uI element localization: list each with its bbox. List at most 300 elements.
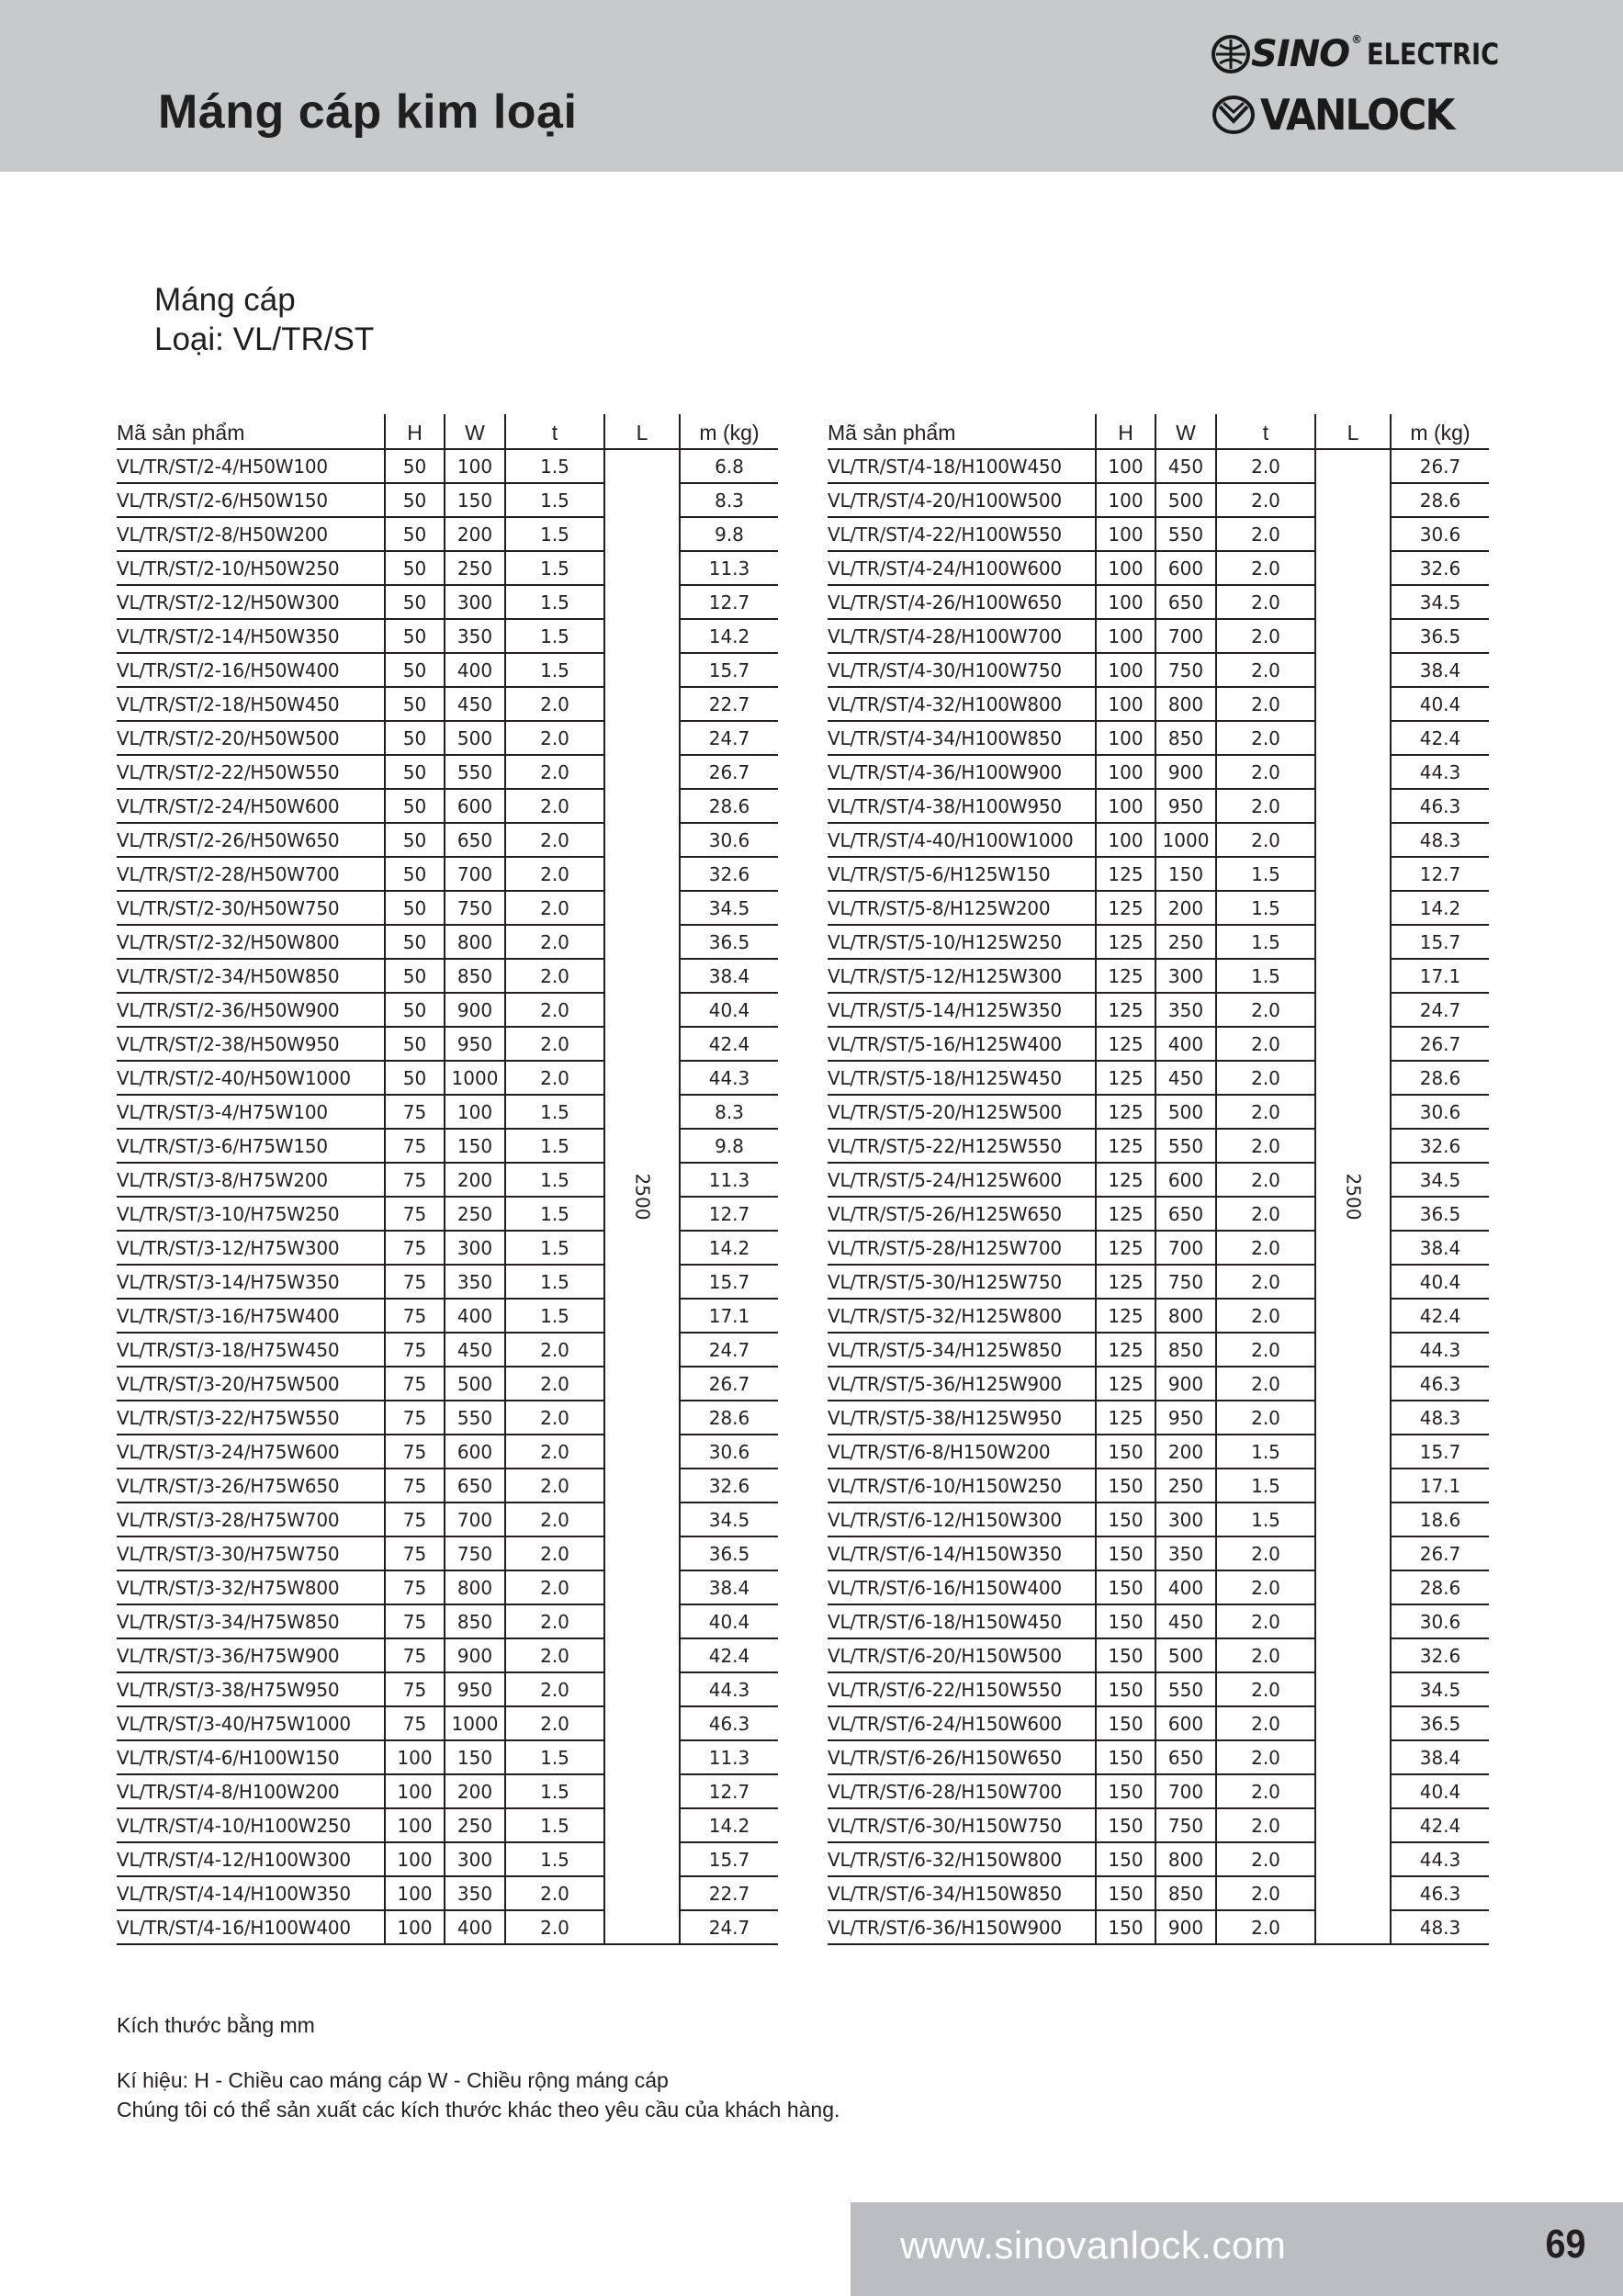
- cell-code: VL/TR/ST/3-14/H75W350: [117, 1265, 385, 1299]
- cell-t: 2.0: [1216, 1027, 1315, 1061]
- cell-t: 2.0: [505, 789, 604, 823]
- cell-w: 650: [1155, 585, 1216, 619]
- cell-h: 50: [385, 449, 445, 483]
- cell-w: 350: [445, 1876, 505, 1910]
- cell-code: VL/TR/ST/4-38/H100W950: [828, 789, 1096, 823]
- cell-t: 2.0: [505, 1876, 604, 1910]
- cell-w: 150: [445, 483, 505, 517]
- cell-h: 150: [1096, 1842, 1155, 1876]
- cell-t: 1.5: [505, 551, 604, 585]
- header-m: m (kg): [680, 414, 778, 449]
- cell-w: 850: [445, 959, 505, 993]
- cell-h: 150: [1096, 1740, 1155, 1774]
- cell-w: 100: [445, 1095, 505, 1129]
- cell-code: VL/TR/ST/3-8/H75W200: [117, 1163, 385, 1197]
- cell-t: 1.5: [1216, 959, 1315, 993]
- cell-m: 42.4: [680, 1638, 778, 1672]
- cell-h: 100: [1096, 789, 1155, 823]
- cell-code: VL/TR/ST/3-26/H75W650: [117, 1469, 385, 1503]
- cell-m: 28.6: [1391, 1061, 1489, 1095]
- cell-h: 150: [1096, 1706, 1155, 1740]
- cell-h: 50: [385, 653, 445, 687]
- cell-w: 400: [445, 653, 505, 687]
- cell-code: VL/TR/ST/4-10/H100W250: [117, 1808, 385, 1842]
- cell-m: 42.4: [1391, 1808, 1489, 1842]
- cell-t: 1.5: [505, 1774, 604, 1808]
- cell-t: 2.0: [1216, 483, 1315, 517]
- cell-w: 850: [445, 1604, 505, 1638]
- vanlock-emblem-icon: [1211, 94, 1257, 136]
- cell-code: VL/TR/ST/5-12/H125W300: [828, 959, 1096, 993]
- cell-h: 125: [1096, 891, 1155, 925]
- header-w: W: [445, 414, 505, 449]
- cell-m: 40.4: [1391, 1774, 1489, 1808]
- cell-h: 75: [385, 1536, 445, 1570]
- cell-code: VL/TR/ST/6-14/H150W350: [828, 1536, 1096, 1570]
- cell-w: 400: [1155, 1027, 1216, 1061]
- cell-h: 75: [385, 1469, 445, 1503]
- electric-wordmark: ELECTRIC: [1367, 37, 1500, 72]
- cell-h: 100: [1096, 755, 1155, 789]
- cell-t: 1.5: [1216, 891, 1315, 925]
- cell-w: 200: [1155, 1435, 1216, 1469]
- cell-m: 28.6: [1391, 483, 1489, 517]
- cell-m: 36.5: [1391, 619, 1489, 653]
- cell-code: VL/TR/ST/6-34/H150W850: [828, 1876, 1096, 1910]
- cell-code: VL/TR/ST/3-24/H75W600: [117, 1435, 385, 1469]
- cell-t: 2.0: [1216, 517, 1315, 551]
- cell-t: 2.0: [505, 823, 604, 857]
- cell-code: VL/TR/ST/2-10/H50W250: [117, 551, 385, 585]
- cell-h: 125: [1096, 1027, 1155, 1061]
- cell-code: VL/TR/ST/5-10/H125W250: [828, 925, 1096, 959]
- cell-l-merged: [604, 449, 680, 1944]
- cell-code: VL/TR/ST/2-36/H50W900: [117, 993, 385, 1027]
- cell-w: 650: [1155, 1740, 1216, 1774]
- cell-code: VL/TR/ST/2-28/H50W700: [117, 857, 385, 891]
- cell-w: 700: [1155, 1231, 1216, 1265]
- cell-t: 2.0: [1216, 1536, 1315, 1570]
- cell-h: 100: [385, 1774, 445, 1808]
- cell-m: 15.7: [1391, 1435, 1489, 1469]
- cell-code: VL/TR/ST/6-18/H150W450: [828, 1604, 1096, 1638]
- cell-m: 24.7: [680, 1910, 778, 1944]
- cell-t: 2.0: [505, 687, 604, 721]
- cell-w: 750: [1155, 653, 1216, 687]
- cell-t: 2.0: [1216, 755, 1315, 789]
- cell-w: 750: [445, 891, 505, 925]
- cell-m: 32.6: [1391, 551, 1489, 585]
- section-title-line2: Loại: VL/TR/ST: [154, 321, 375, 357]
- cell-h: 125: [1096, 1231, 1155, 1265]
- cell-code: VL/TR/ST/3-20/H75W500: [117, 1367, 385, 1401]
- cell-t: 1.5: [505, 1842, 604, 1876]
- cell-w: 150: [445, 1129, 505, 1163]
- cell-h: 100: [1096, 721, 1155, 755]
- product-table-right: [828, 414, 1489, 1945]
- cell-code: VL/TR/ST/4-26/H100W650: [828, 585, 1096, 619]
- cell-m: 34.5: [1391, 1672, 1489, 1706]
- vanlock-wordmark: VANLOCK: [1260, 90, 1454, 140]
- cell-m: 38.4: [1391, 653, 1489, 687]
- cell-h: 100: [1096, 483, 1155, 517]
- cell-t: 2.0: [1216, 1706, 1315, 1740]
- cell-m: 8.3: [680, 1095, 778, 1129]
- cell-t: 2.0: [1216, 1401, 1315, 1435]
- cell-w: 200: [445, 517, 505, 551]
- cell-h: 50: [385, 1027, 445, 1061]
- cell-w: 550: [1155, 517, 1216, 551]
- cell-m: 17.1: [1391, 1469, 1489, 1503]
- cell-code: VL/TR/ST/3-36/H75W900: [117, 1638, 385, 1672]
- cell-t: 2.0: [1216, 1231, 1315, 1265]
- cell-t: 2.0: [505, 755, 604, 789]
- cell-h: 100: [1096, 653, 1155, 687]
- cell-h: 75: [385, 1231, 445, 1265]
- cell-h: 150: [1096, 1469, 1155, 1503]
- cell-w: 550: [1155, 1672, 1216, 1706]
- cell-m: 9.8: [680, 1129, 778, 1163]
- cell-w: 500: [445, 1367, 505, 1401]
- cell-code: VL/TR/ST/4-6/H100W150: [117, 1740, 385, 1774]
- header-w: W: [1155, 414, 1216, 449]
- cell-h: 150: [1096, 1638, 1155, 1672]
- cell-l-merged: [1315, 449, 1391, 1944]
- cell-code: VL/TR/ST/4-32/H100W800: [828, 687, 1096, 721]
- cell-t: 2.0: [505, 1570, 604, 1604]
- cell-w: 550: [1155, 1129, 1216, 1163]
- cell-t: 1.5: [505, 449, 604, 483]
- cell-code: VL/TR/ST/5-6/H125W150: [828, 857, 1096, 891]
- cell-w: 350: [445, 619, 505, 653]
- cell-m: 22.7: [680, 1876, 778, 1910]
- cell-h: 100: [1096, 619, 1155, 653]
- cell-code: VL/TR/ST/3-28/H75W700: [117, 1503, 385, 1536]
- cell-m: 15.7: [680, 1842, 778, 1876]
- section-title: [154, 280, 374, 359]
- cell-code: VL/TR/ST/2-20/H50W500: [117, 721, 385, 755]
- cell-code: VL/TR/ST/3-10/H75W250: [117, 1197, 385, 1231]
- cell-t: 2.0: [1216, 1367, 1315, 1401]
- cell-m: 38.4: [1391, 1231, 1489, 1265]
- cell-code: VL/TR/ST/2-26/H50W650: [117, 823, 385, 857]
- cell-t: 2.0: [505, 1910, 604, 1944]
- table-header-row: [828, 414, 1489, 449]
- cell-m: 17.1: [680, 1299, 778, 1333]
- table-row: [828, 449, 1489, 483]
- cell-code: VL/TR/ST/5-34/H125W850: [828, 1333, 1096, 1367]
- cell-t: 2.0: [1216, 1672, 1315, 1706]
- cell-m: 11.3: [680, 1740, 778, 1774]
- cell-t: 1.5: [505, 1197, 604, 1231]
- cell-m: 40.4: [680, 993, 778, 1027]
- cell-t: 2.0: [1216, 789, 1315, 823]
- cell-t: 2.0: [1216, 1129, 1315, 1163]
- cell-t: 2.0: [505, 1401, 604, 1435]
- cell-w: 850: [1155, 721, 1216, 755]
- cell-code: VL/TR/ST/2-18/H50W450: [117, 687, 385, 721]
- cell-code: VL/TR/ST/4-36/H100W900: [828, 755, 1096, 789]
- cell-m: 28.6: [1391, 1570, 1489, 1604]
- cell-m: 30.6: [1391, 1604, 1489, 1638]
- cell-code: VL/TR/ST/5-26/H125W650: [828, 1197, 1096, 1231]
- cell-t: 2.0: [505, 993, 604, 1027]
- cell-code: VL/TR/ST/6-24/H150W600: [828, 1706, 1096, 1740]
- cell-t: 1.5: [1216, 1503, 1315, 1536]
- cell-t: 1.5: [505, 483, 604, 517]
- cell-code: VL/TR/ST/5-14/H125W350: [828, 993, 1096, 1027]
- cell-m: 34.5: [1391, 585, 1489, 619]
- cell-code: VL/TR/ST/4-24/H100W600: [828, 551, 1096, 585]
- cell-t: 1.5: [505, 619, 604, 653]
- cell-h: 50: [385, 823, 445, 857]
- cell-w: 900: [1155, 755, 1216, 789]
- cell-w: 850: [1155, 1333, 1216, 1367]
- cell-code: VL/TR/ST/4-18/H100W450: [828, 449, 1096, 483]
- cell-h: 150: [1096, 1435, 1155, 1469]
- cell-w: 750: [1155, 1265, 1216, 1299]
- cell-code: VL/TR/ST/2-22/H50W550: [117, 755, 385, 789]
- cell-m: 46.3: [680, 1706, 778, 1740]
- cell-t: 2.0: [505, 1061, 604, 1095]
- cell-code: VL/TR/ST/6-32/H150W800: [828, 1842, 1096, 1876]
- cell-code: VL/TR/ST/5-20/H125W500: [828, 1095, 1096, 1129]
- header-code: Mã sản phẩm: [117, 414, 385, 449]
- cell-t: 2.0: [1216, 721, 1315, 755]
- cell-t: 2.0: [505, 1027, 604, 1061]
- cell-code: VL/TR/ST/6-28/H150W700: [828, 1774, 1096, 1808]
- section-title-line1: Máng cáp: [154, 282, 296, 318]
- cell-m: 40.4: [680, 1604, 778, 1638]
- cell-code: VL/TR/ST/3-4/H75W100: [117, 1095, 385, 1129]
- cell-t: 1.5: [505, 517, 604, 551]
- cell-m: 24.7: [680, 1333, 778, 1367]
- cell-code: VL/TR/ST/2-16/H50W400: [117, 653, 385, 687]
- cell-t: 2.0: [505, 1672, 604, 1706]
- cell-h: 75: [385, 1435, 445, 1469]
- cell-t: 2.0: [1216, 1061, 1315, 1095]
- cell-w: 700: [1155, 1774, 1216, 1808]
- cell-w: 650: [445, 823, 505, 857]
- cell-code: VL/TR/ST/5-38/H125W950: [828, 1401, 1096, 1435]
- cell-t: 2.0: [505, 1604, 604, 1638]
- cell-w: 950: [445, 1672, 505, 1706]
- cell-code: VL/TR/ST/2-14/H50W350: [117, 619, 385, 653]
- cell-m: 15.7: [680, 1265, 778, 1299]
- cell-m: 14.2: [680, 1231, 778, 1265]
- cell-t: 2.0: [1216, 1876, 1315, 1910]
- cell-m: 34.5: [680, 891, 778, 925]
- header-l: L: [1315, 414, 1391, 449]
- sino-electric-logo: [1211, 33, 1523, 75]
- cell-t: 2.0: [1216, 585, 1315, 619]
- cell-w: 400: [445, 1910, 505, 1944]
- cell-h: 50: [385, 789, 445, 823]
- cell-m: 46.3: [1391, 1367, 1489, 1401]
- cell-h: 75: [385, 1570, 445, 1604]
- cell-m: 15.7: [1391, 925, 1489, 959]
- cell-w: 300: [445, 1231, 505, 1265]
- cell-w: 300: [445, 1842, 505, 1876]
- cell-m: 18.6: [1391, 1503, 1489, 1536]
- cell-code: VL/TR/ST/3-12/H75W300: [117, 1231, 385, 1265]
- cell-h: 50: [385, 993, 445, 1027]
- page-footer: [851, 2202, 1623, 2296]
- cell-w: 800: [445, 925, 505, 959]
- cell-w: 250: [1155, 925, 1216, 959]
- cell-w: 900: [445, 993, 505, 1027]
- cell-m: 46.3: [1391, 1876, 1489, 1910]
- cell-code: VL/TR/ST/4-14/H100W350: [117, 1876, 385, 1910]
- cell-code: VL/TR/ST/4-28/H100W700: [828, 619, 1096, 653]
- cell-m: 26.7: [1391, 1536, 1489, 1570]
- cell-h: 50: [385, 857, 445, 891]
- cell-t: 2.0: [1216, 1842, 1315, 1876]
- cell-code: VL/TR/ST/3-32/H75W800: [117, 1570, 385, 1604]
- cell-h: 75: [385, 1638, 445, 1672]
- table-body: [117, 449, 778, 1944]
- cell-code: VL/TR/ST/4-12/H100W300: [117, 1842, 385, 1876]
- cell-code: VL/TR/ST/3-40/H75W1000: [117, 1706, 385, 1740]
- cell-h: 125: [1096, 959, 1155, 993]
- cell-m: 36.5: [1391, 1706, 1489, 1740]
- cell-h: 125: [1096, 1129, 1155, 1163]
- cell-code: VL/TR/ST/6-8/H150W200: [828, 1435, 1096, 1469]
- cell-m: 30.6: [680, 823, 778, 857]
- cell-w: 250: [445, 1197, 505, 1231]
- cell-m: 28.6: [680, 1401, 778, 1435]
- cell-m: 26.7: [1391, 1027, 1489, 1061]
- cell-w: 650: [445, 1469, 505, 1503]
- cell-code: VL/TR/ST/4-16/H100W400: [117, 1910, 385, 1944]
- cell-m: 42.4: [1391, 1299, 1489, 1333]
- cell-w: 300: [1155, 959, 1216, 993]
- cell-m: 32.6: [1391, 1129, 1489, 1163]
- cell-m: 38.4: [680, 959, 778, 993]
- cell-code: VL/TR/ST/6-10/H150W250: [828, 1469, 1096, 1503]
- cell-h: 100: [1096, 585, 1155, 619]
- cell-code: VL/TR/ST/4-20/H100W500: [828, 483, 1096, 517]
- cell-m: 9.8: [680, 517, 778, 551]
- cell-code: VL/TR/ST/2-40/H50W1000: [117, 1061, 385, 1095]
- cell-h: 150: [1096, 1570, 1155, 1604]
- cell-m: 26.7: [1391, 449, 1489, 483]
- cell-h: 100: [385, 1876, 445, 1910]
- cell-m: 44.3: [1391, 755, 1489, 789]
- cell-t: 2.0: [505, 1638, 604, 1672]
- cell-t: 1.5: [505, 585, 604, 619]
- cell-m: 46.3: [1391, 789, 1489, 823]
- cell-h: 75: [385, 1333, 445, 1367]
- cell-t: 2.0: [1216, 1604, 1315, 1638]
- cell-h: 150: [1096, 1876, 1155, 1910]
- cell-w: 550: [445, 1401, 505, 1435]
- cell-code: VL/TR/ST/6-26/H150W650: [828, 1740, 1096, 1774]
- cell-m: 17.1: [1391, 959, 1489, 993]
- cell-m: 12.7: [1391, 857, 1489, 891]
- cell-h: 125: [1096, 1095, 1155, 1129]
- cell-w: 500: [1155, 1095, 1216, 1129]
- cell-w: 600: [1155, 1163, 1216, 1197]
- header-l: L: [604, 414, 680, 449]
- cell-w: 300: [445, 585, 505, 619]
- cell-code: VL/TR/ST/5-16/H125W400: [828, 1027, 1096, 1061]
- cell-w: 350: [1155, 1536, 1216, 1570]
- cell-code: VL/TR/ST/5-36/H125W900: [828, 1367, 1096, 1401]
- cell-m: 26.7: [680, 1367, 778, 1401]
- cell-m: 36.5: [1391, 1197, 1489, 1231]
- cell-h: 125: [1096, 1299, 1155, 1333]
- cell-m: 32.6: [680, 1469, 778, 1503]
- cell-t: 1.5: [505, 1265, 604, 1299]
- cell-t: 2.0: [1216, 823, 1315, 857]
- cell-w: 600: [445, 789, 505, 823]
- cell-t: 2.0: [1216, 1808, 1315, 1842]
- note-symbols: Kí hiệu: H - Chiều cao máng cáp W - Chiều rộng máng cáp: [117, 2068, 669, 2092]
- cell-w: 400: [1155, 1570, 1216, 1604]
- page-header: [0, 0, 1623, 172]
- header-h: H: [385, 414, 445, 449]
- cell-w: 200: [445, 1163, 505, 1197]
- cell-w: 950: [445, 1027, 505, 1061]
- cell-m: 40.4: [1391, 1265, 1489, 1299]
- cell-w: 450: [445, 1333, 505, 1367]
- cell-t: 2.0: [1216, 687, 1315, 721]
- cell-w: 500: [1155, 483, 1216, 517]
- cell-code: VL/TR/ST/2-38/H50W950: [117, 1027, 385, 1061]
- cell-h: 125: [1096, 993, 1155, 1027]
- cell-t: 1.5: [505, 653, 604, 687]
- cell-w: 700: [445, 1503, 505, 1536]
- cell-w: 700: [445, 857, 505, 891]
- cell-code: VL/TR/ST/6-12/H150W300: [828, 1503, 1096, 1536]
- cell-m: 32.6: [1391, 1638, 1489, 1672]
- cell-w: 500: [445, 721, 505, 755]
- cell-w: 550: [445, 755, 505, 789]
- cell-t: 2.0: [505, 1503, 604, 1536]
- page-title: Máng cáp kim loại: [158, 85, 578, 139]
- cell-h: 75: [385, 1706, 445, 1740]
- cell-m: 48.3: [1391, 1910, 1489, 1944]
- cell-code: VL/TR/ST/5-18/H125W450: [828, 1061, 1096, 1095]
- cell-t: 1.5: [505, 1129, 604, 1163]
- cell-code: VL/TR/ST/2-12/H50W300: [117, 585, 385, 619]
- cell-h: 50: [385, 687, 445, 721]
- cell-w: 300: [1155, 1503, 1216, 1536]
- cell-w: 200: [1155, 891, 1216, 925]
- cell-w: 700: [1155, 619, 1216, 653]
- cell-code: VL/TR/ST/2-32/H50W800: [117, 925, 385, 959]
- cell-t: 2.0: [505, 925, 604, 959]
- cell-t: 2.0: [1216, 1910, 1315, 1944]
- cell-t: 2.0: [1216, 1740, 1315, 1774]
- cell-t: 2.0: [1216, 1333, 1315, 1367]
- cell-code: VL/TR/ST/5-32/H125W800: [828, 1299, 1096, 1333]
- cell-h: 150: [1096, 1536, 1155, 1570]
- cell-m: 30.6: [680, 1435, 778, 1469]
- cell-m: 44.3: [680, 1061, 778, 1095]
- note-custom-sizes: Chúng tôi có thể sản xuất các kích thước khác theo yêu cầu của khách hàng.: [117, 2098, 840, 2122]
- cell-h: 75: [385, 1503, 445, 1536]
- cell-h: 100: [1096, 551, 1155, 585]
- cell-h: 125: [1096, 925, 1155, 959]
- cell-m: 6.8: [680, 449, 778, 483]
- cell-w: 500: [1155, 1638, 1216, 1672]
- cell-t: 1.5: [505, 1163, 604, 1197]
- cell-code: VL/TR/ST/3-22/H75W550: [117, 1401, 385, 1435]
- cell-h: 100: [385, 1910, 445, 1944]
- cell-code: VL/TR/ST/6-16/H150W400: [828, 1570, 1096, 1604]
